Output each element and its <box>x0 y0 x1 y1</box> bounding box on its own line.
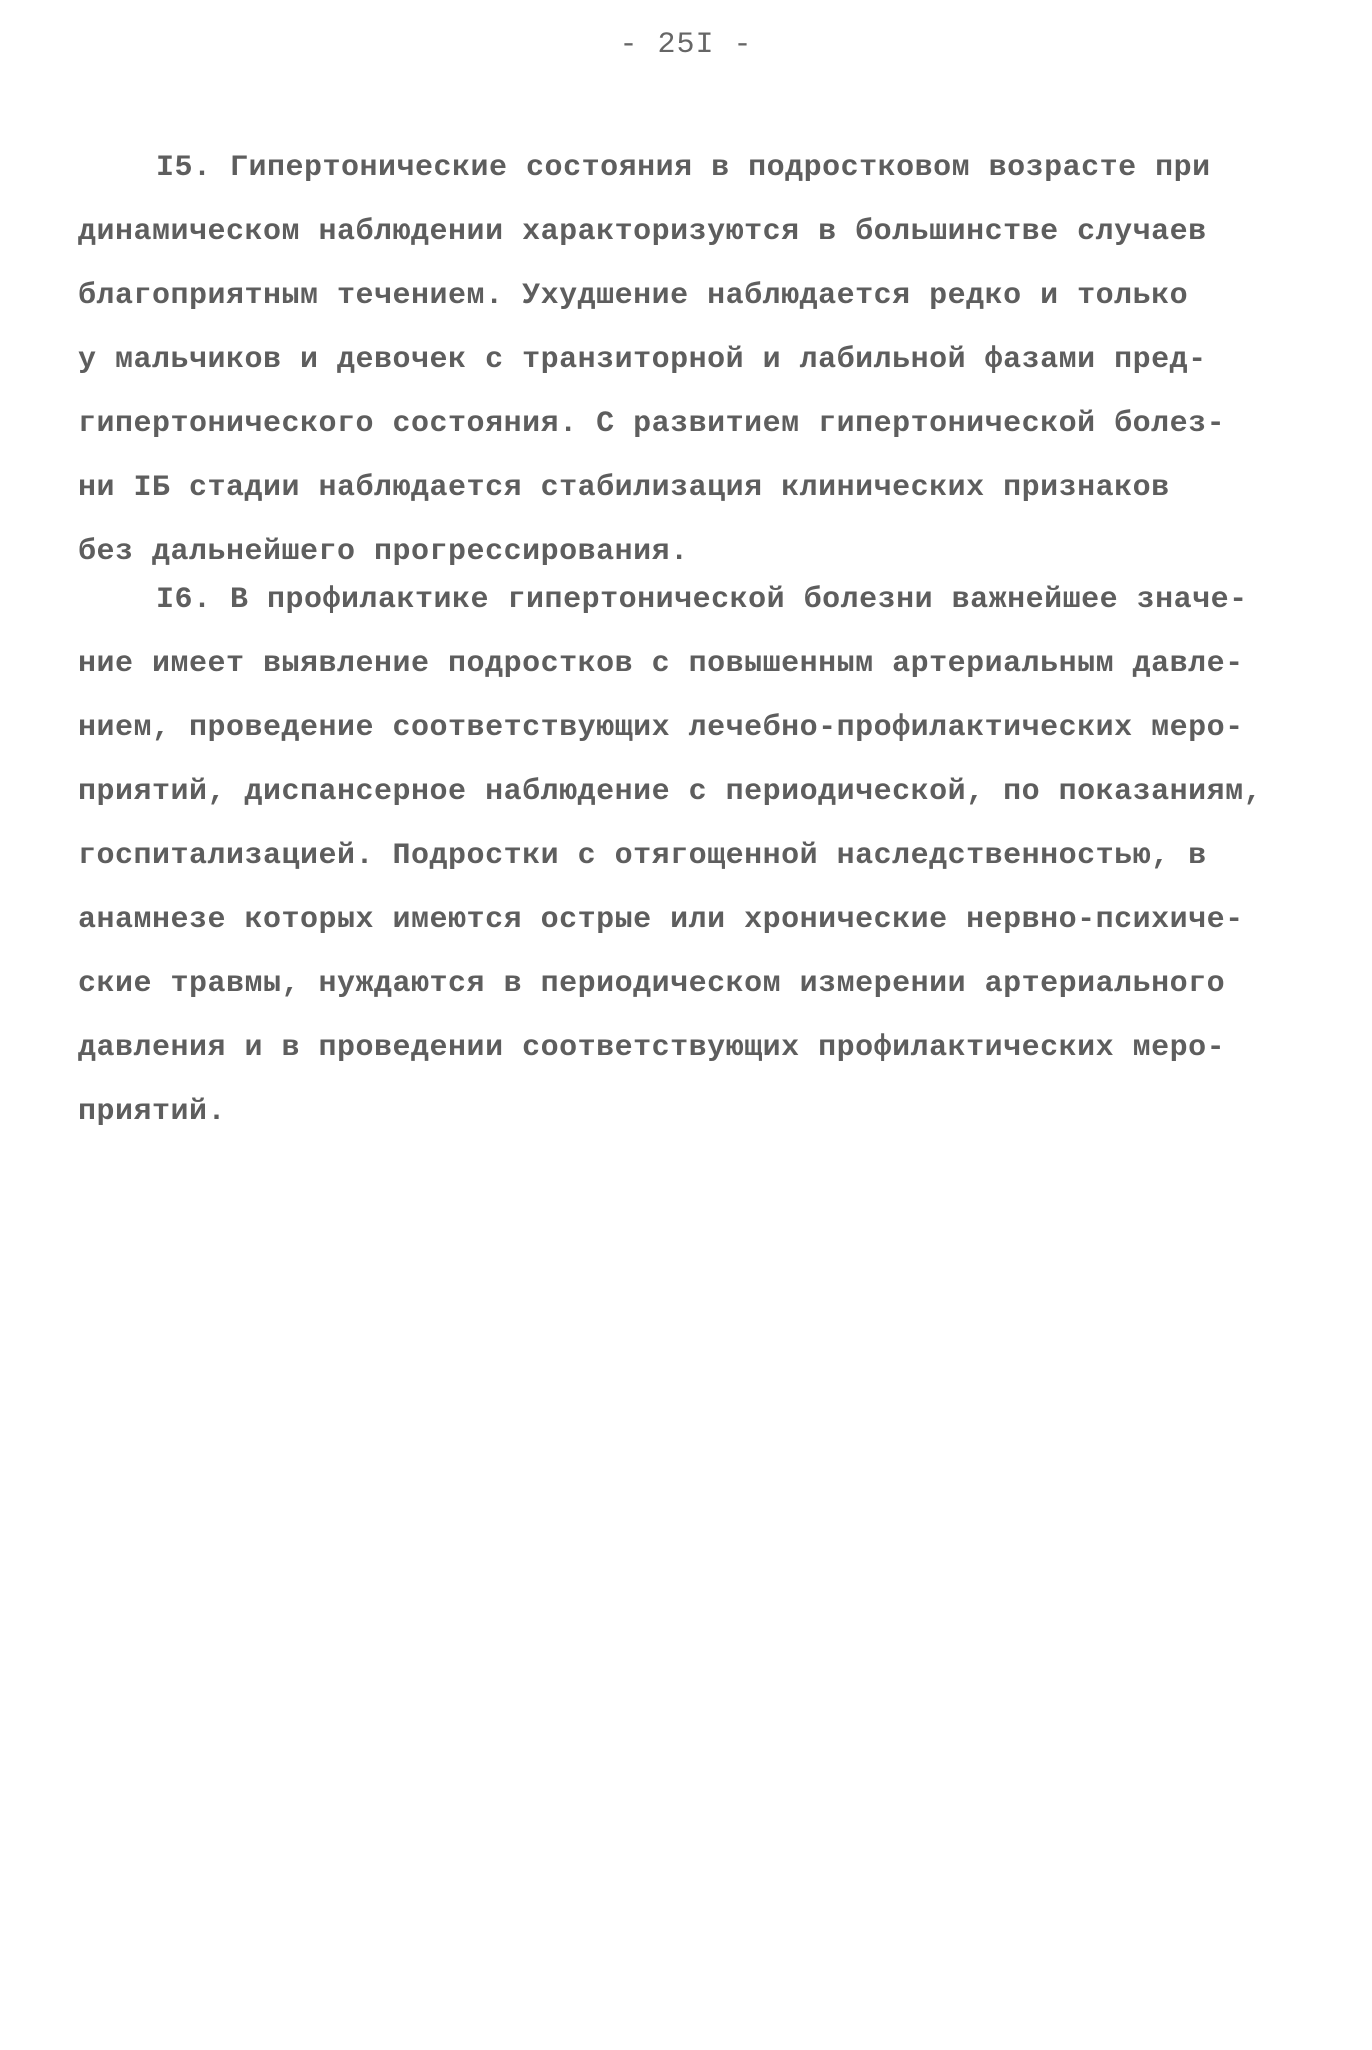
paragraph-line: ни IБ стадии наблюдается стабилизация клинических признаков <box>78 471 1170 505</box>
paragraph-line: I5. Гипертонические состояния в подростковом возрасте при <box>156 151 1211 185</box>
paragraph-line: ние имеет выявление подростков с повышенным артериальным давле- <box>78 647 1244 681</box>
paragraph-line: гипертонического состояния. С развитием гипертонической болез- <box>78 407 1226 441</box>
paragraph-line: динамическом наблюдении характоризуются в большинстве случаев <box>78 215 1207 249</box>
paragraph-15 <box>78 136 1308 584</box>
page-number: - 25I - <box>619 28 753 62</box>
paragraph-line: без дальнейшего прогрессирования. <box>78 535 689 569</box>
paragraph-line: ские травмы, нуждаются в периодическом измерении артериального <box>78 967 1226 1001</box>
paragraph-line: нием, проведение соответствующих лечебно-профилактических меро- <box>78 711 1244 745</box>
paragraph-line: приятий, диспансерное наблюдение с периодической, по показаниям, <box>78 775 1263 809</box>
paragraph-line: I6. В профилактике гипертонической болезни важнейшее значе- <box>156 583 1248 617</box>
paragraph-16 <box>78 568 1308 1144</box>
paragraph-line: давления и в проведении соответствующих профилактических меро- <box>78 1031 1226 1065</box>
paragraph-line: госпитализацией. Подростки с отягощенной наследственностью, в <box>78 839 1207 873</box>
paragraph-line: анамнезе которых имеются острые или хронические нервно-психиче- <box>78 903 1244 937</box>
paragraph-line: благоприятным течением. Ухудшение наблюдается редко и только <box>78 279 1189 313</box>
paragraph-line: у мальчиков и девочек с транзиторной и лабильной фазами пред- <box>78 343 1207 377</box>
paragraph-line: приятий. <box>78 1095 227 1129</box>
